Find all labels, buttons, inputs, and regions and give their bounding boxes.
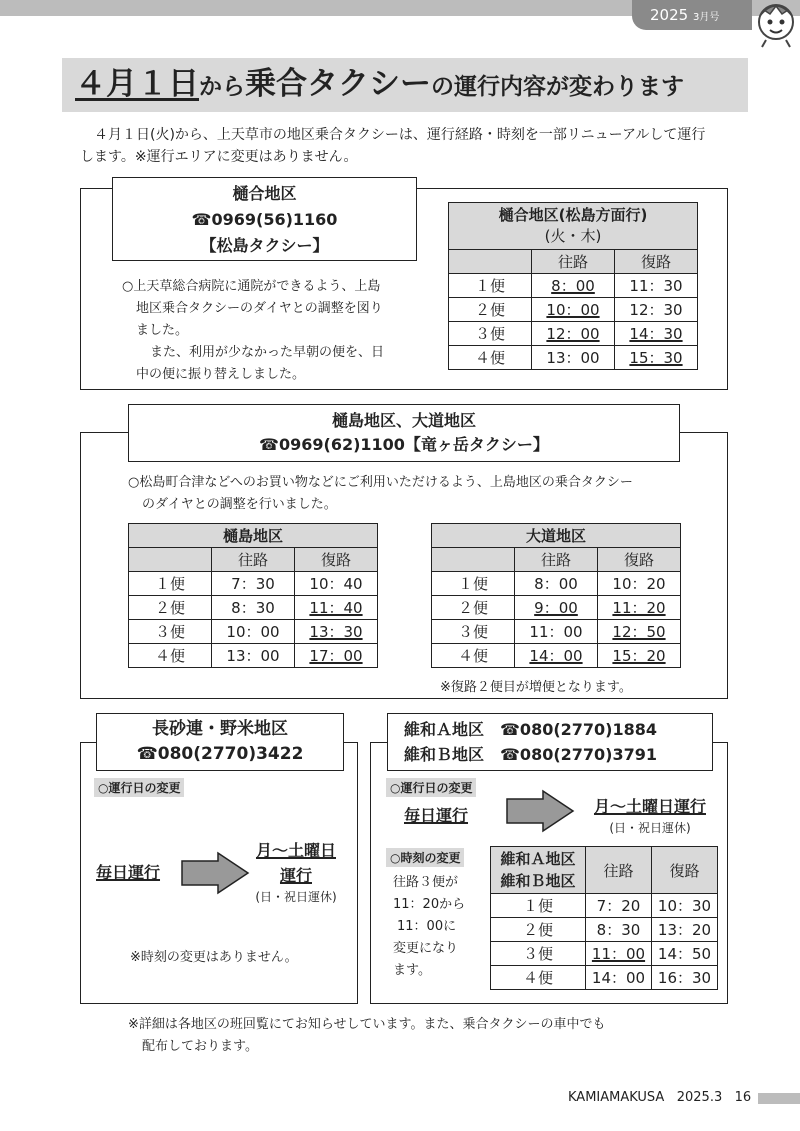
return-cell: 12：50 [598,620,681,644]
section3-note: ※時刻の変更はありません。 [130,950,298,965]
table-title-text: 樋合地区(松島方面行) [498,206,648,224]
table-row [491,942,718,966]
return-cell: 12：30 [615,298,698,322]
out-cell: 7：30 [212,572,295,596]
bottom-note-line: ※詳細は各地区の班回覧にてお知らせしています。また、乗合タクシーの車中でも [128,1017,606,1032]
intro-text [80,124,740,168]
table-head-b: 維和Ｂ地区 [500,872,576,890]
title-subject: 乗合タクシー [245,66,431,102]
bin-cell: ３便 [491,942,586,966]
section1-timetable [448,202,698,370]
table-row [129,644,378,668]
page-footer [568,1090,751,1105]
out-cell: 8：00 [532,274,615,298]
title-date: ４月１日 [75,66,199,102]
section2-note-line: ○松島町合津などへのお買い物などにご利用いただけるよう、上島地区の乗合タクシー [128,475,633,490]
intro-line-2: します。※運行エリアに変更はありません。 [80,149,358,165]
return-cell: 17：00 [295,644,378,668]
return-cell: 14：30 [615,322,698,346]
return-cell: 10：20 [598,572,681,596]
time-note-line: 11：00に [397,919,457,934]
out-cell: 13：00 [212,644,295,668]
table-row [449,274,698,298]
out-cell: 10：00 [212,620,295,644]
section1-note-line: また、利用が少なかった早朝の便を、日 [150,345,385,360]
section1-note-line: ました。 [136,323,189,338]
section1-note [122,276,422,386]
bin-cell: ３便 [129,620,212,644]
col-header-out: 往路 [532,250,615,274]
issue-year: 2025 [650,6,689,24]
return-cell: 14：50 [652,942,718,966]
section4-before: 毎日運行 [404,806,469,825]
time-note-line: 往路３便が [393,875,459,890]
out-cell: 7：20 [586,894,652,918]
return-cell: 13：20 [652,918,718,942]
section2-name: 樋島地区、大道地区 [331,411,476,430]
col-header-return: 復路 [615,250,698,274]
return-cell: 10：30 [652,894,718,918]
section4-timetable [490,846,718,990]
section1-company: 【松島タクシー】 [200,236,329,255]
time-note-line: ます。 [393,963,431,978]
section4-after-text: 月～土曜日運行 [593,797,706,816]
section2-header [128,404,680,462]
page-title [75,62,684,109]
out-cell: 11：00 [586,942,652,966]
table-row [432,572,681,596]
page-number: 16 [734,1090,752,1105]
return-cell: 15：30 [615,346,698,370]
table-row [491,966,718,990]
table-row [129,572,378,596]
table-title: 樋島地区 [129,524,378,548]
issue-month: 3月号 [692,12,720,23]
bin-cell: ４便 [491,966,586,990]
section3-before: 毎日運行 [96,863,161,882]
section4-after [580,794,720,836]
table-title: 大道地区 [432,524,681,548]
section4-tag-time: ○時刻の変更 [386,848,464,867]
bin-cell: ２便 [129,596,212,620]
out-cell: 13：00 [532,346,615,370]
col-header-return: 復路 [652,847,718,894]
bin-cell: １便 [129,572,212,596]
section4-line-a: 維和Ａ地区 ☎080(2770)1884 [404,720,658,739]
right-arrow-icon [180,851,250,895]
right-arrow-icon [505,789,575,833]
out-cell: 10：00 [532,298,615,322]
table-row [129,620,378,644]
table-row [449,346,698,370]
section3-after-line1: 月～土曜日 [255,841,336,860]
section3-after-note: (日・祝日運休) [255,890,337,904]
section1-note-line: ○上天草総合病院に通院ができるよう、上島 [122,279,381,294]
section4-after-note: (日・祝日運休) [609,821,691,835]
section2-phone-company: ☎0969(62)1100【竜ヶ岳タクシー】 [259,435,549,454]
issue-tab [632,0,752,30]
section4-header [387,713,713,771]
table-row [491,894,718,918]
bin-cell: １便 [432,572,515,596]
section3-name: 長砂連・野米地区 [152,719,288,739]
mascot-logo [752,0,800,48]
return-cell: 11：40 [295,596,378,620]
bin-cell: １便 [449,274,532,298]
out-cell: 8：30 [586,918,652,942]
bin-cell: ２便 [491,918,586,942]
section2-note [128,472,718,516]
corner-cell [432,548,515,572]
out-cell: 11：00 [515,620,598,644]
return-cell: 11：20 [598,596,681,620]
bin-cell: ２便 [449,298,532,322]
out-cell: 9：00 [515,596,598,620]
out-cell: 14：00 [515,644,598,668]
footer-date: 2025.3 [676,1090,723,1105]
title-rest: の運行内容が変わります [431,74,684,100]
footer-magazine: KAMIAMAKUSA [568,1090,665,1105]
section3-header [96,713,344,771]
bin-cell: ４便 [129,644,212,668]
title-connector: から [199,74,245,100]
section3-after-line2: 運行 [279,866,312,885]
section2-timetable-hishima [128,523,378,668]
table-head-areas [491,847,586,894]
section2-note-line: のダイヤとの調整を行いました。 [142,497,337,512]
col-header-return: 復路 [295,548,378,572]
bin-cell: ２便 [432,596,515,620]
return-cell: 13：30 [295,620,378,644]
bin-cell: ３便 [449,322,532,346]
out-cell: 14：00 [586,966,652,990]
table-head-a: 維和Ａ地区 [500,850,576,868]
section1-note-line: 地区乗合タクシーのダイヤとの調整を図り [136,301,383,316]
section1-phone: ☎0969(56)1160 [191,210,338,229]
bin-cell: ４便 [432,644,515,668]
section4-tag-days: ○運行日の変更 [386,778,476,797]
out-cell: 8：00 [515,572,598,596]
table-row [449,322,698,346]
col-header-return: 復路 [598,548,681,572]
bin-cell: ４便 [449,346,532,370]
return-cell: 16：30 [652,966,718,990]
table-days: (火・木) [544,227,602,245]
col-header-out: 往路 [586,847,652,894]
table-row [432,620,681,644]
out-cell: 8：30 [212,596,295,620]
bottom-note-line: 配布しております。 [142,1039,258,1054]
table-row [129,596,378,620]
section1-name: 樋合地区 [232,184,297,203]
section4-time-note [393,872,465,982]
bin-cell: １便 [491,894,586,918]
corner-cell [449,250,532,274]
section3-phone: ☎080(2770)3422 [136,744,304,764]
section4-line-b: 維和Ｂ地区 ☎080(2770)3791 [404,745,658,764]
section1-header [112,177,417,261]
bin-cell: ３便 [432,620,515,644]
intro-line-1: ４月１日(火)から、上天草市の地区乗合タクシーは、運行経路・時刻を一部リニューアルして運行 [94,127,706,143]
return-cell: 10：40 [295,572,378,596]
return-cell: 15：20 [598,644,681,668]
table-title [449,203,698,250]
corner-cell [129,548,212,572]
table-row [449,298,698,322]
time-note-line: 変更になり [393,941,459,956]
section3-tag: ○運行日の変更 [94,778,184,797]
section2-timetable-oomichi [431,523,681,668]
time-note-line: 11：20から [393,897,466,912]
footer-bar [758,1093,800,1104]
section3-after [244,838,348,905]
section1-note-line: 中の便に振り替えしました。 [136,367,306,382]
table-row [432,644,681,668]
table-row [432,596,681,620]
return-cell: 11：30 [615,274,698,298]
out-cell: 12：00 [532,322,615,346]
col-header-out: 往路 [515,548,598,572]
col-header-out: 往路 [212,548,295,572]
bottom-note [128,1014,605,1058]
section2-footnote: ※復路２便目が増便となります。 [440,680,632,695]
table-row [491,918,718,942]
